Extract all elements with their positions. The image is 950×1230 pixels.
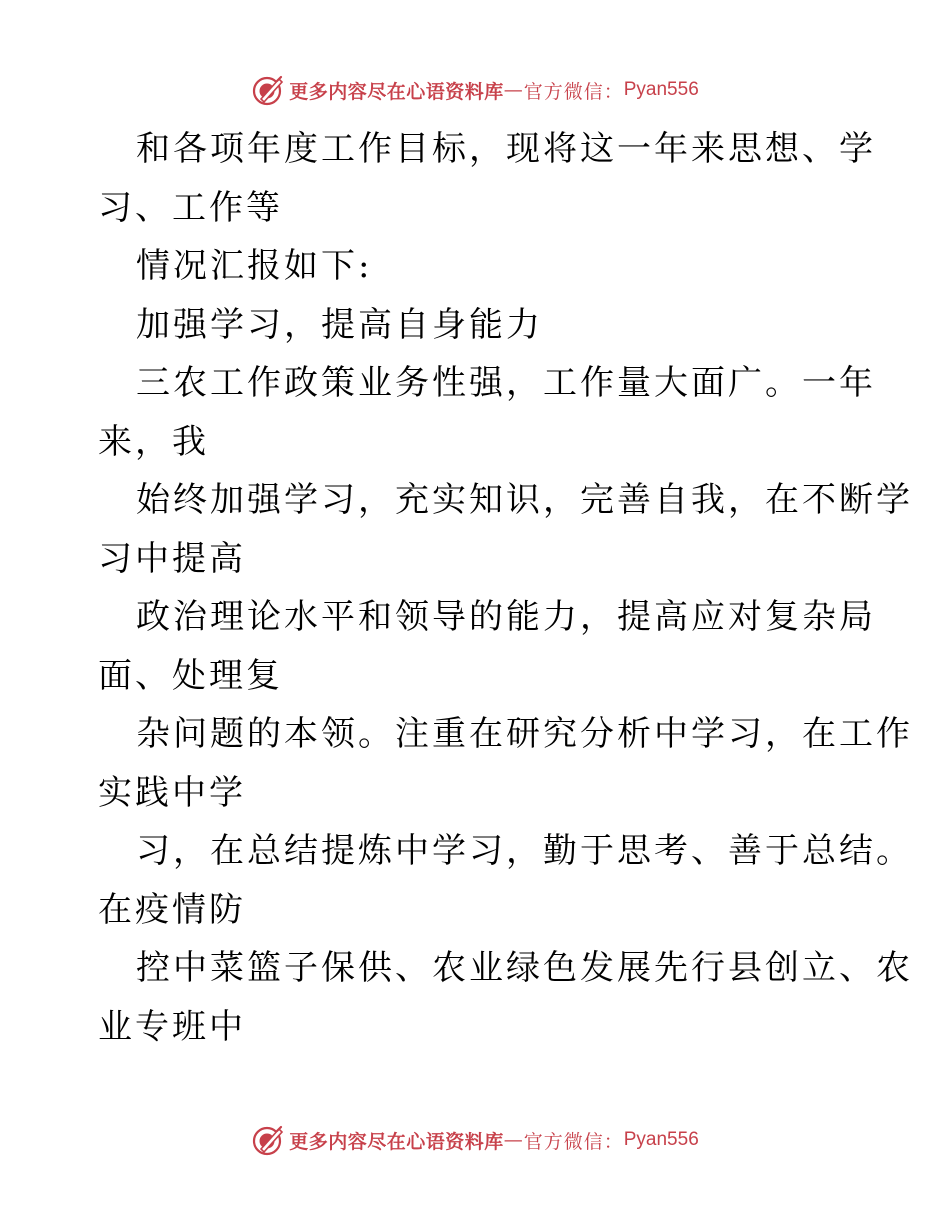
banner-wechat-label: 官方微信： <box>523 1130 624 1153</box>
banner-wechat-label: 官方微信： <box>523 80 624 103</box>
banner-wechat-id: Pyan556 <box>623 1129 699 1150</box>
banner-site-text: 更多内容尽在心语资料库 <box>289 80 504 103</box>
document-body <box>98 120 913 1056</box>
text-line: 情况汇报如下: <box>136 246 373 286</box>
text-line: 和各项年度工作目标，现将这一年来思想、学 <box>136 129 876 169</box>
quill-logo-icon <box>251 73 285 107</box>
text-line: 在疫情防 <box>98 889 246 930</box>
text-line: 三农工作政策业务性强，工作量大面广。一年 <box>136 363 876 403</box>
text-line: 习，在总结提炼中学习，勤于思考、善于总结。 <box>136 831 913 871</box>
text-line: 加强学习，提高自身能力 <box>136 304 543 345</box>
text-line: 习中提高 <box>98 538 246 579</box>
header-watermark-banner <box>0 70 950 110</box>
text-line: 控中菜篮子保供、农业绿色发展先行县创立、农 <box>136 948 913 988</box>
text-line: 面、处理复 <box>98 655 283 696</box>
footer-watermark-banner <box>0 1120 950 1160</box>
text-line: 始终加强学习，充实知识，完善自我，在不断学 <box>136 480 913 520</box>
text-line: 杂问题的本领。注重在研究分析中学习，在工作 <box>136 714 913 754</box>
text-line: 习、工作等 <box>98 187 283 228</box>
text-line: 业专班中 <box>98 1006 246 1047</box>
banner-dash: — <box>503 79 524 101</box>
banner-dash: — <box>503 1129 524 1151</box>
quill-logo-icon <box>251 1123 285 1157</box>
banner-wechat-id: Pyan556 <box>623 79 699 100</box>
text-line: 政治理论水平和领导的能力，提高应对复杂局 <box>136 597 876 637</box>
text-line: 来，我 <box>98 421 209 462</box>
banner-site-text: 更多内容尽在心语资料库 <box>289 1130 504 1153</box>
text-line: 实践中学 <box>98 772 246 813</box>
